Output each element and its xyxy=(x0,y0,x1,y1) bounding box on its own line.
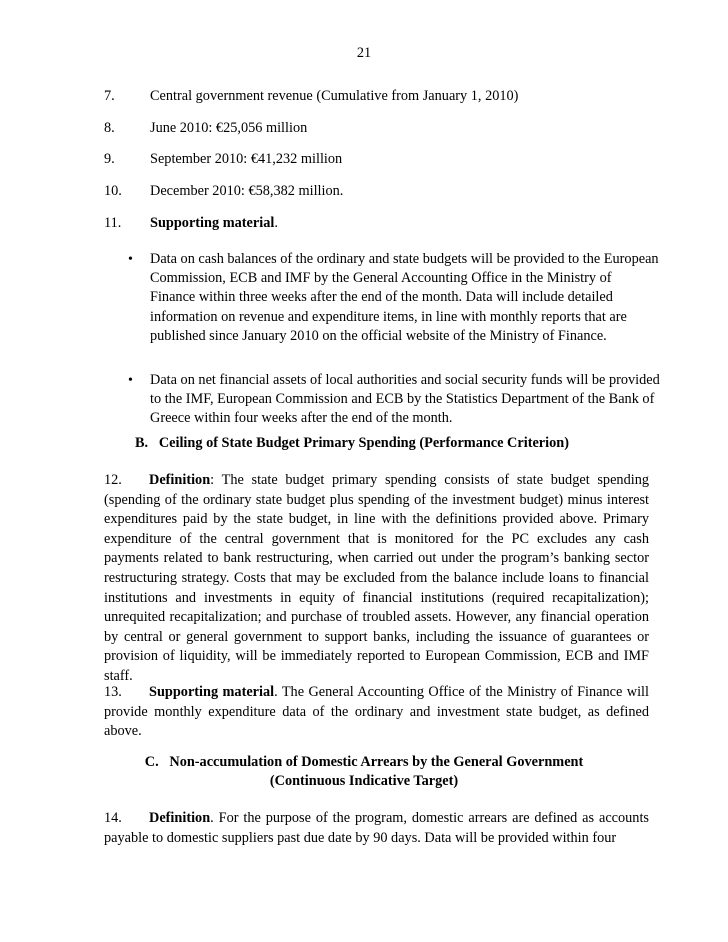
paragraph-term: Definition xyxy=(149,472,211,488)
bullet-icon: • xyxy=(128,373,133,388)
paragraph-body: : The state budget primary spending consists of state budget spending (spending of the ordinary state budget plus spending of the investment budget) minus interest expenditures paid by the state budget, in line with the definitions provided above. Primary expenditure of the central government that is monitored for the PC excludes any cash payments related to bank restructuring, when carried out under the program’s banking sector restructuring strategy. Costs that may be excluded from the balance include loans to financial institutions and investments in equity of financial institutions (required recapitalization); unrequited recapitalization; and purchase of troubled assets. However, any financial operation by central or general government to support banks, including the issuance of guarantees or provision of liquidity, will be immediately reported to European Commission, ECB and IMF staff. xyxy=(104,472,649,684)
bullet-text: Data on cash balances of the ordinary and state budgets will be provided to the European Commission, ECB and IMF by the General Accounting Office in the Ministry of Finance within three weeks after the end of the month. Data will include detailed information on revenue and expenditure items, in line with monthly reports that are published since January 2010 on the official website of the Ministry of Finance. xyxy=(150,251,659,344)
paragraph-13 xyxy=(104,683,649,742)
item-text: December 2010: €58,382 million. xyxy=(150,183,344,199)
section-heading-b: B. Ceiling of State Budget Primary Spending (Performance Criterion) xyxy=(134,435,569,451)
paragraph-14 xyxy=(104,809,649,848)
paragraph-term: Supporting material xyxy=(149,684,275,700)
paragraph-number: 12. xyxy=(104,472,122,488)
bullet-text: Data on net financial assets of local authorities and social security funds will be provided to the IMF, European Commission and ECB by the Statistics Department of the Bank of Greece within four weeks after the end of the month. xyxy=(150,372,660,427)
item-text: Central government revenue (Cumulative from January 1, 2010) xyxy=(150,88,519,104)
item-number: 11. xyxy=(104,215,122,231)
item-heading-bold: Supporting material xyxy=(150,215,275,231)
item-number: 8. xyxy=(104,120,115,136)
item-heading-tail: . xyxy=(274,215,278,231)
section-heading-c-line1: C. Non-accumulation of Domestic Arrears by the General Government xyxy=(144,754,584,770)
section-heading-c-line2: (Continuous Indicative Target) xyxy=(269,773,459,789)
paragraph-number: 13. xyxy=(104,684,122,700)
item-number: 9. xyxy=(104,151,115,167)
item-number: 7. xyxy=(104,88,115,104)
paragraph-body: . For the purpose of the program, domestic arrears are defined as accounts payable to domestic suppliers past due date by 90 days. Data will be provided within four xyxy=(104,810,649,846)
item-text: September 2010: €41,232 million xyxy=(150,151,343,167)
item-number: 10. xyxy=(104,183,122,199)
paragraph-12 xyxy=(104,471,649,687)
page-number: 21 xyxy=(356,45,372,61)
paragraph-body: . The General Accounting Office of the Ministry of Finance will provide monthly expenditure data of the ordinary and investment state budget, as defined above. xyxy=(104,684,649,740)
item-text: June 2010: €25,056 million xyxy=(150,120,308,136)
paragraph-number: 14. xyxy=(104,810,122,826)
paragraph-term: Definition xyxy=(149,810,211,826)
bullet-icon: • xyxy=(128,252,133,267)
item-heading xyxy=(150,213,278,233)
